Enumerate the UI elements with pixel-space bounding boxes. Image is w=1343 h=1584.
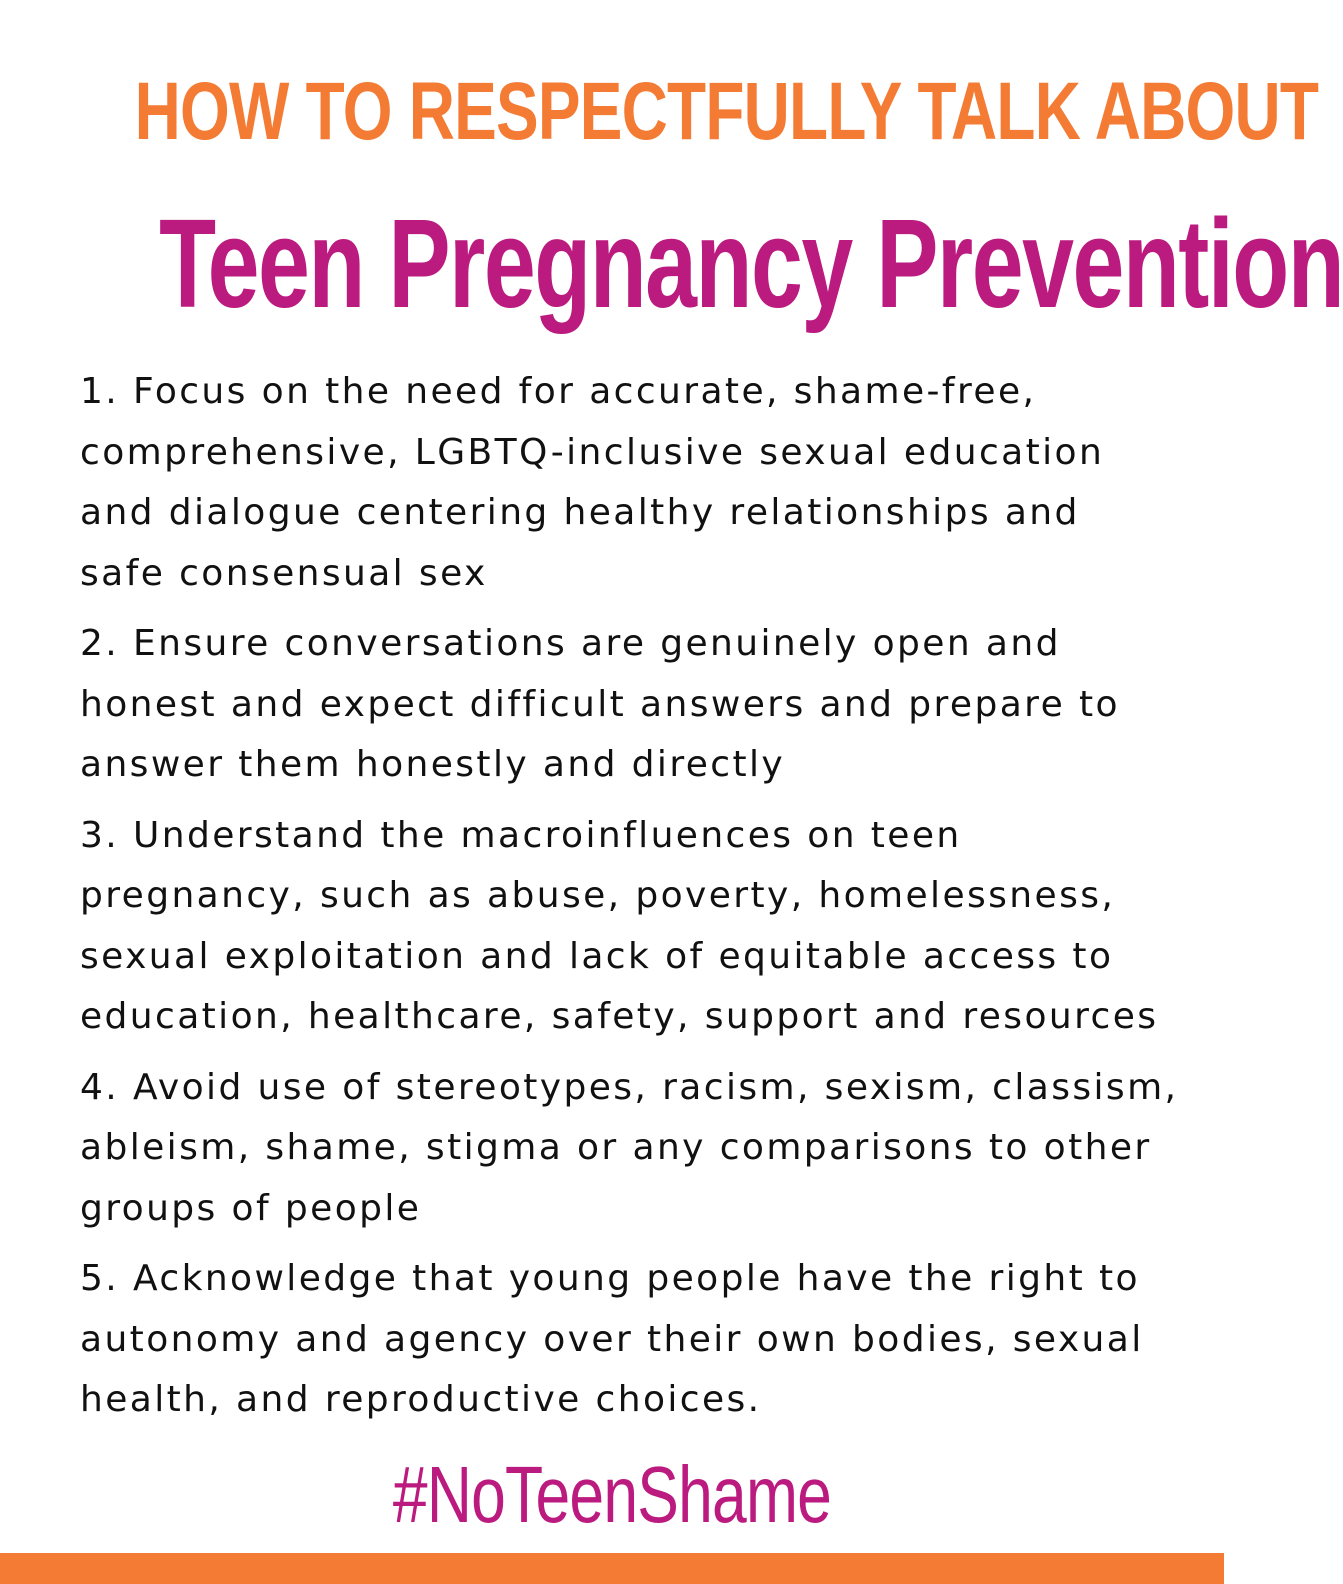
tips-list — [80, 362, 1180, 1441]
tip-2: 2. Ensure conversations are genuinely open and honest and expect difficult answers and prepare to answer them honestly and directly — [80, 623, 1120, 785]
poster-title: Teen Pregnancy Prevention — [159, 193, 1343, 334]
footer-bar — [0, 1553, 1224, 1584]
hashtag: #NoTeenShame — [392, 1450, 832, 1539]
tip-1: 1. Focus on the need for accurate, shame-free, comprehensive, LGBTQ-inclusive sexual education and dialogue centering healthy relationships and safe consensual sex — [80, 371, 1105, 594]
tip-5: 5. Acknowledge that young people have the right to autonomy and agency over their own bodies, sexual health, and reproductive choices. — [80, 1258, 1144, 1420]
tip-3: 3. Understand the macroinfluences on teen pregnancy, such as abuse, poverty, homelessness, sexual exploitation and lack of equitable access to education, healthcare, safety, support and resources — [80, 814, 1159, 1037]
tip-4: 4. Avoid use of stereotypes, racism, sexism, classism, ableism, shame, stigma or any comparisons to other groups of people — [80, 1066, 1179, 1229]
poster-kicker: HOW TO RESPECTFULLY TALK ABOUT — [134, 66, 1319, 157]
